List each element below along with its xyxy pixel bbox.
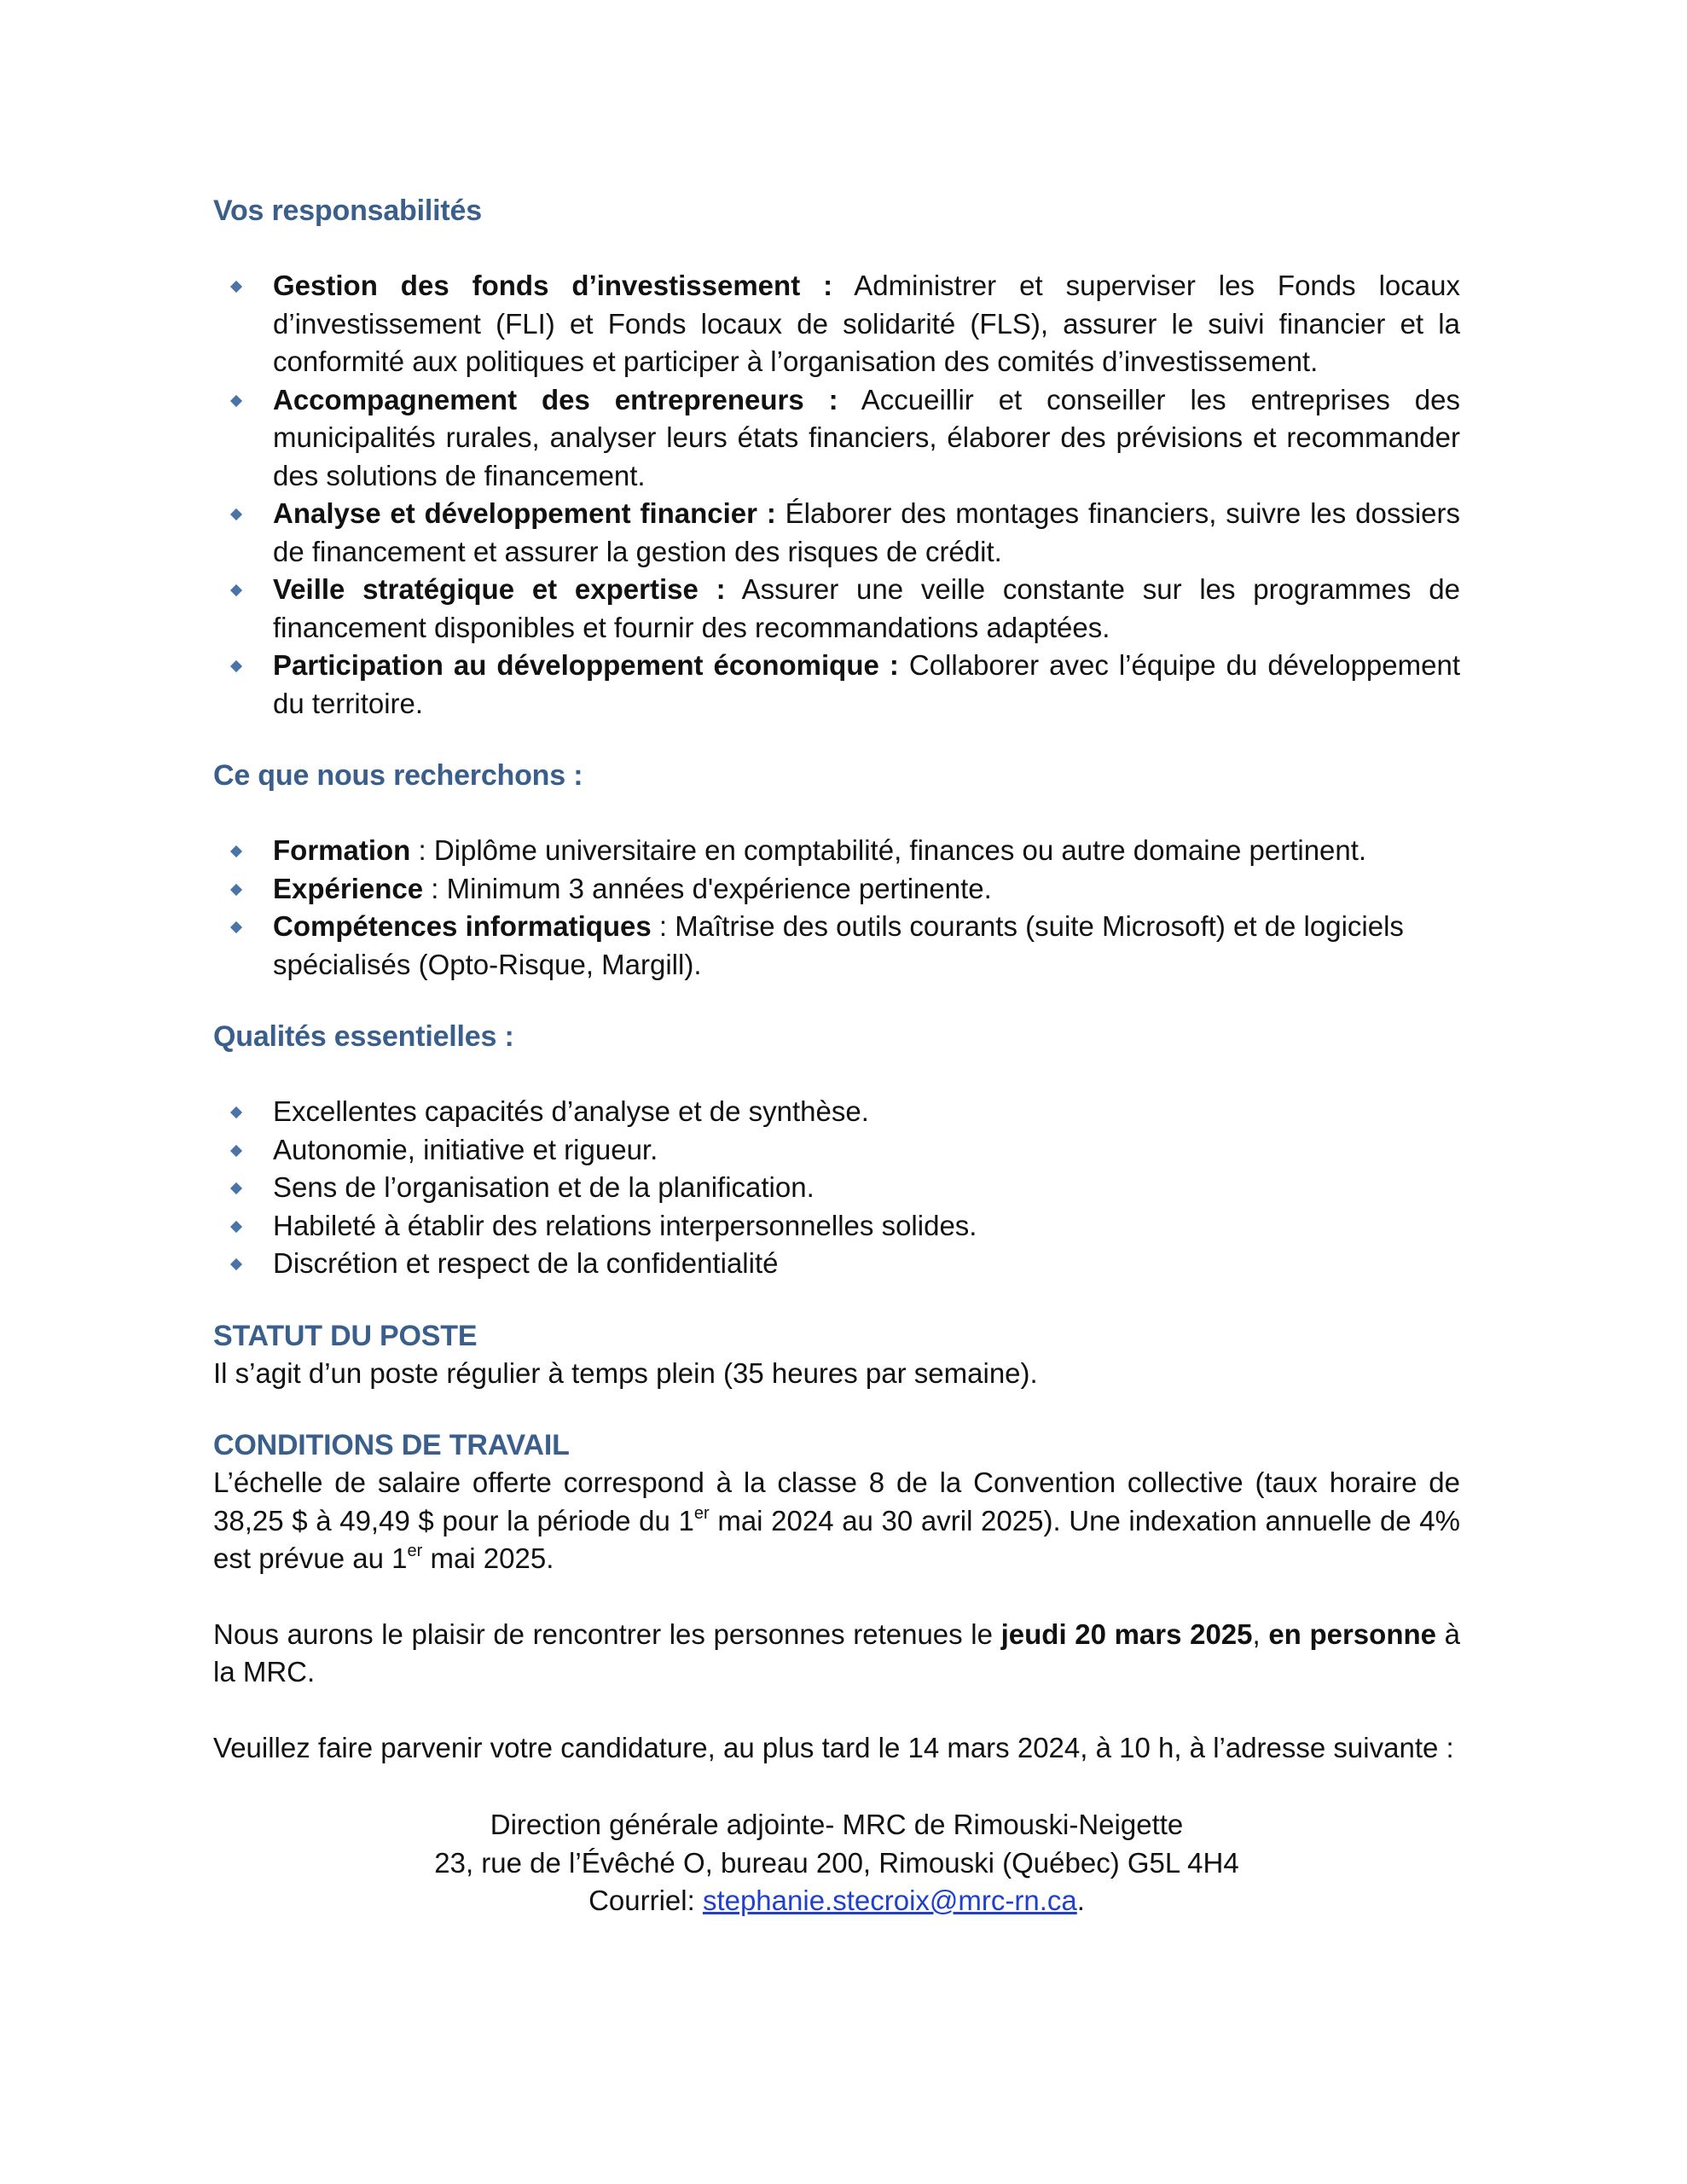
conditions-section: [213, 1426, 1460, 1578]
application-text: Veuillez faire parvenir votre candidature, au plus tard le 14 mars 2024, à 10 h, à l’adresse suivante :: [213, 1731, 1454, 1763]
responsibilities-section: [213, 192, 1460, 723]
list-item: Habileté à établir des relations interpersonnelles solides.: [213, 1207, 1460, 1246]
document-page: [213, 192, 1460, 1920]
diamond-bullet-icon: [230, 584, 242, 596]
application-section: [213, 1729, 1460, 1768]
list-item: Excellentes capacités d’analyse et de synthèse.: [213, 1093, 1460, 1131]
list-item: Accompagnement des entrepreneurs : Accueillir et conseiller les entreprises des municipalités rurales, analyser leurs états financiers, élaborer des prévisions et recommander des solutions de financement.: [213, 381, 1460, 496]
list-item: Formation : Diplôme universitaire en comptabilité, finances ou autre domaine pertinent.: [213, 832, 1460, 870]
list-item: Analyse et développement financier : Élaborer des montages financiers, suivre les dossiers de financement et assurer la gestion des risques de crédit.: [213, 495, 1460, 571]
responsibilities-heading: Vos responsabilités: [213, 195, 482, 227]
status-text: Il s’agit d’un poste régulier à temps plein (35 heures par semaine).: [213, 1356, 1038, 1389]
interview-section: [213, 1616, 1460, 1692]
address-block: [213, 1806, 1460, 1920]
list-item: Compétences informatiques : Maîtrise des outils courants (suite Microsoft) et de logiciels spécialisés (Opto-Risque, Margill).: [213, 908, 1460, 984]
diamond-bullet-icon: [230, 1182, 242, 1194]
list-item: Participation au développement économique : Collaborer avec l’équipe du développement du territoire.: [213, 647, 1460, 723]
requirements-heading: Ce que nous recherchons :: [213, 759, 583, 792]
conditions-text: L’échelle de salaire offerte correspond à la classe 8 de la Convention collective (taux horaire de 38,25 $ à 49,49 $ pour la période du 1er mai 2024 au 30 avril 2025). Une indexation annuelle de 4% est prévue au 1er mai 2025.: [213, 1467, 1460, 1574]
diamond-bullet-icon: [230, 883, 242, 895]
interview-text: Nous aurons le plaisir de rencontrer les personnes retenues le jeudi 20 mars 2025, en personne à la MRC.: [213, 1618, 1460, 1687]
diamond-bullet-icon: [230, 660, 242, 672]
email-line: Courriel: stephanie.stecroix@mrc-rn.ca.: [588, 1885, 1085, 1916]
requirements-section: [213, 757, 1460, 984]
conditions-heading: CONDITIONS DE TRAVAIL: [213, 1429, 570, 1461]
diamond-bullet-icon: [230, 1144, 242, 1156]
address-line-2: 23, rue de l’Évêché O, bureau 200, Rimouski (Québec) G5L 4H4: [434, 1846, 1239, 1879]
status-heading: STATUT DU POSTE: [213, 1319, 478, 1352]
diamond-bullet-icon: [230, 1258, 242, 1270]
list-item: Sens de l’organisation et de la planification.: [213, 1169, 1460, 1207]
diamond-bullet-icon: [230, 1220, 242, 1232]
qualities-section: [213, 1018, 1460, 1283]
requirements-list: [213, 832, 1460, 984]
qualities-list: [213, 1093, 1460, 1283]
diamond-bullet-icon: [230, 845, 242, 857]
email-link[interactable]: stephanie.stecroix@mrc-rn.ca: [702, 1885, 1077, 1916]
diamond-bullet-icon: [230, 1107, 242, 1118]
diamond-bullet-icon: [230, 281, 242, 293]
list-item: Gestion des fonds d’investissement : Administrer et superviser les Fonds locaux d’investissement (FLI) et Fonds locaux de solidarité (FLS), assurer le suivi financier et la conformité aux politiques et participer à l’organisation des comités d’investissement.: [213, 267, 1460, 381]
responsibilities-list: [213, 267, 1460, 723]
list-item: Veille stratégique et expertise : Assurer une veille constante sur les programmes de financement disponibles et fournir des recommandations adaptées.: [213, 571, 1460, 647]
list-item: Autonomie, initiative et rigueur.: [213, 1131, 1460, 1170]
diamond-bullet-icon: [230, 508, 242, 520]
diamond-bullet-icon: [230, 394, 242, 406]
address-line-1: Direction générale adjointe- MRC de Rimouski-Neigette: [490, 1809, 1184, 1840]
list-item: Discrétion et respect de la confidentialité: [213, 1245, 1460, 1283]
list-item: Expérience : Minimum 3 années d'expérience pertinente.: [213, 870, 1460, 909]
diamond-bullet-icon: [230, 921, 242, 933]
status-section: [213, 1317, 1460, 1393]
qualities-heading: Qualités essentielles :: [213, 1020, 514, 1053]
